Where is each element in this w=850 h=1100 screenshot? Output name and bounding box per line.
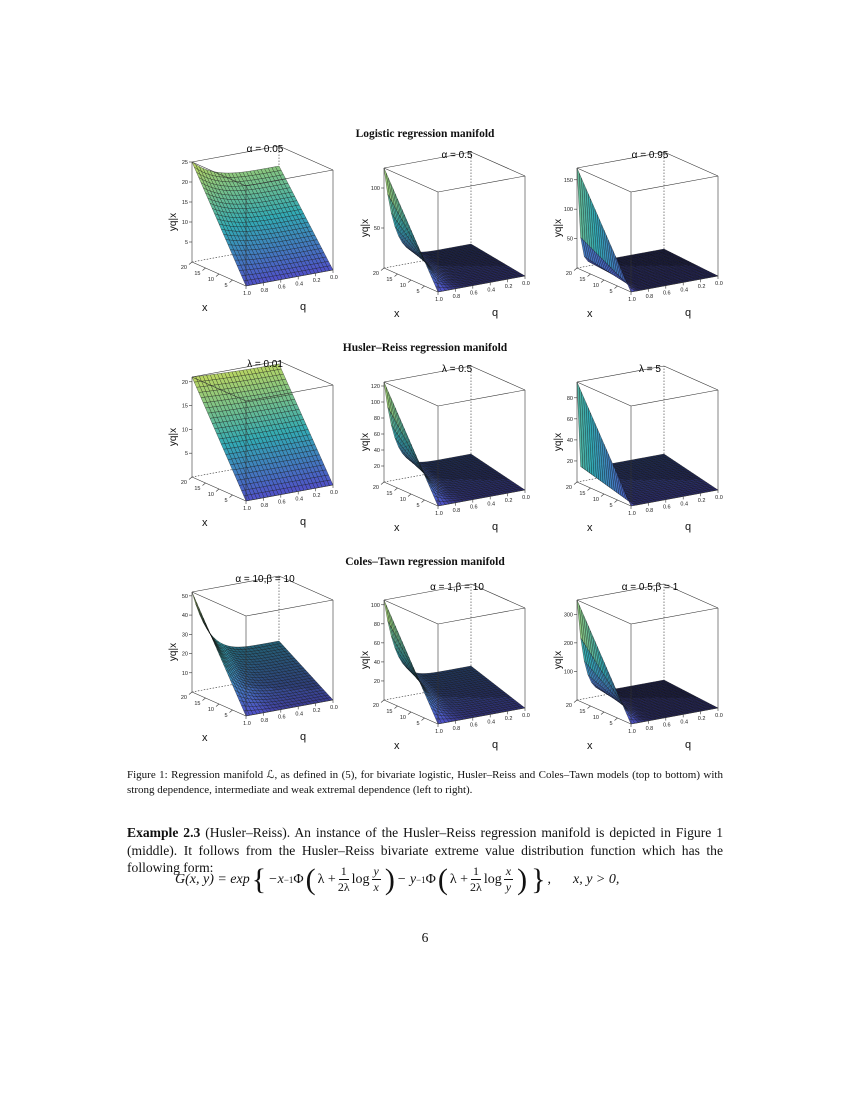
q-axis-label: q bbox=[300, 301, 307, 313]
surface-plot-8 bbox=[352, 578, 552, 763]
surface-plot-7 bbox=[160, 570, 360, 755]
q-tick-label: 0.6 bbox=[662, 290, 671, 297]
x-tick-label: 20 bbox=[565, 485, 572, 491]
q-tick-label: 0.0 bbox=[522, 713, 530, 719]
z-tick-label: 120 bbox=[370, 384, 380, 390]
x-tick bbox=[216, 274, 219, 277]
x-tick-label: 10 bbox=[592, 283, 599, 289]
x-tick bbox=[615, 500, 618, 503]
q-tick-label: 1.0 bbox=[435, 729, 443, 735]
z-tick-label: 30 bbox=[181, 632, 188, 639]
box-edge bbox=[471, 366, 525, 390]
box-edge bbox=[246, 600, 333, 616]
box-edge bbox=[664, 366, 718, 390]
z-tick-label: 20 bbox=[373, 678, 380, 685]
surface-plot-4 bbox=[160, 355, 360, 540]
q-axis-label: q bbox=[492, 307, 499, 319]
panel-title: α = 1,β = 10 bbox=[430, 582, 484, 593]
q-tick-label: 0.4 bbox=[487, 287, 496, 294]
x-tick bbox=[381, 482, 384, 485]
box-edge bbox=[631, 390, 718, 406]
q-tick-label: 0.4 bbox=[295, 281, 304, 288]
z-tick-label: 40 bbox=[181, 613, 188, 620]
q-tick-label: 0.8 bbox=[645, 507, 654, 514]
z-tick-label: 100 bbox=[563, 207, 573, 214]
x-tick-label: 15 bbox=[386, 277, 393, 283]
x-tick-label: 5 bbox=[609, 289, 613, 295]
surface-svg bbox=[352, 360, 552, 545]
x-tick-label: 20 bbox=[565, 271, 572, 277]
x-tick-label: 20 bbox=[372, 703, 379, 709]
x-tick bbox=[574, 268, 577, 271]
q-tick-label: 0.4 bbox=[487, 501, 496, 508]
x-axis-label: x bbox=[394, 308, 400, 320]
z-axis-label: yq|x bbox=[360, 218, 371, 238]
surface-plot-6 bbox=[545, 360, 745, 545]
x-axis-label: x bbox=[587, 522, 593, 534]
x-tick bbox=[203, 483, 206, 486]
x-tick bbox=[395, 488, 398, 491]
x-tick bbox=[422, 286, 425, 289]
z-tick-label: 100 bbox=[370, 186, 380, 192]
q-axis-label: q bbox=[685, 307, 692, 319]
z-tick-label: 20 bbox=[181, 379, 188, 386]
q-tick-label: 0.2 bbox=[312, 278, 321, 285]
z-axis-label: yq|x bbox=[168, 427, 179, 447]
z-tick-label: 20 bbox=[566, 458, 573, 465]
q-tick-label: 0.6 bbox=[469, 290, 478, 297]
z-tick-label: 80 bbox=[566, 395, 573, 402]
x-tick bbox=[408, 494, 411, 497]
x-tick bbox=[216, 489, 219, 492]
x-tick bbox=[189, 477, 192, 480]
x-tick-label: 20 bbox=[180, 695, 187, 701]
q-tick-label: 0.8 bbox=[452, 293, 461, 300]
x-tick-label: 10 bbox=[399, 497, 406, 503]
z-tick-label: 100 bbox=[370, 602, 380, 609]
x-tick-label: 15 bbox=[194, 701, 201, 707]
z-tick-label: 50 bbox=[373, 226, 380, 232]
x-axis-label: x bbox=[202, 732, 208, 744]
x-tick bbox=[189, 692, 192, 695]
surface-svg bbox=[160, 140, 360, 325]
panel-title: α = 0.5 bbox=[441, 150, 473, 161]
x-axis-label: x bbox=[394, 740, 400, 752]
x-tick-label: 15 bbox=[579, 277, 586, 283]
section-title-husler-reiss: Husler–Reiss regression manifold bbox=[342, 342, 508, 354]
x-tick-label: 10 bbox=[207, 707, 214, 713]
panel-title: λ = 0.01 bbox=[247, 359, 283, 370]
box-edge bbox=[438, 176, 525, 192]
z-tick-label: 40 bbox=[566, 437, 573, 444]
surface-svg bbox=[160, 355, 360, 540]
z-tick-label: 15 bbox=[181, 403, 188, 410]
z-axis-label: yq|x bbox=[360, 432, 371, 452]
surface-svg bbox=[545, 146, 745, 331]
x-tick bbox=[216, 704, 219, 707]
x-tick-label: 5 bbox=[416, 503, 420, 509]
q-tick-label: 0.8 bbox=[260, 287, 269, 294]
z-tick-label: 5 bbox=[184, 451, 188, 458]
x-tick-label: 5 bbox=[224, 498, 228, 504]
q-tick-label: 0.0 bbox=[715, 495, 723, 501]
q-tick-label: 0.2 bbox=[504, 498, 513, 505]
x-tick-label: 10 bbox=[592, 497, 599, 503]
q-tick-label: 0.4 bbox=[680, 287, 689, 294]
x-tick bbox=[230, 280, 233, 283]
box-edge bbox=[279, 361, 333, 385]
q-tick-label: 0.8 bbox=[452, 725, 461, 732]
x-tick-label: 5 bbox=[416, 721, 420, 727]
box-edge bbox=[631, 176, 718, 192]
x-tick bbox=[422, 500, 425, 503]
q-tick-label: 0.6 bbox=[277, 284, 286, 291]
panel-title: α = 10,β = 10 bbox=[235, 574, 295, 585]
z-tick-label: 60 bbox=[373, 432, 380, 438]
section-title-coles-tawn: Coles–Tawn regression manifold bbox=[345, 556, 505, 568]
z-tick-label: 50 bbox=[181, 593, 188, 600]
q-tick-label: 0.0 bbox=[330, 275, 338, 281]
panel-title: α = 0.05 bbox=[246, 144, 284, 155]
x-tick bbox=[601, 494, 604, 497]
q-tick-label: 1.0 bbox=[243, 291, 251, 297]
box-edge bbox=[471, 152, 525, 176]
x-tick bbox=[615, 286, 618, 289]
surface-svg bbox=[160, 570, 360, 755]
q-axis-label: q bbox=[300, 516, 307, 528]
z-tick-label: 10 bbox=[181, 427, 188, 434]
surface-svg bbox=[545, 578, 745, 763]
q-tick-label: 0.0 bbox=[330, 490, 338, 496]
z-axis-label: yq|x bbox=[168, 642, 179, 662]
z-tick-label: 40 bbox=[373, 448, 380, 454]
x-tick-label: 10 bbox=[399, 283, 406, 289]
z-tick-label: 10 bbox=[181, 670, 188, 677]
x-tick-label: 15 bbox=[194, 271, 201, 277]
surface-plot-1 bbox=[160, 140, 360, 325]
z-tick-label: 80 bbox=[373, 416, 380, 422]
x-tick bbox=[395, 706, 398, 709]
q-tick-label: 1.0 bbox=[628, 511, 636, 517]
q-axis-label: q bbox=[685, 521, 692, 533]
z-tick-label: 150 bbox=[563, 177, 573, 184]
q-tick-label: 0.2 bbox=[504, 284, 513, 291]
q-axis-label: q bbox=[300, 731, 307, 743]
x-tick-label: 5 bbox=[224, 283, 228, 289]
z-tick-label: 50 bbox=[566, 236, 573, 243]
x-tick bbox=[588, 488, 591, 491]
surface-plot-9 bbox=[545, 578, 745, 763]
x-tick-label: 10 bbox=[399, 715, 406, 721]
surface-svg bbox=[352, 578, 552, 763]
x-tick-label: 5 bbox=[224, 713, 228, 719]
z-axis-label: yq|x bbox=[168, 212, 179, 232]
q-tick-label: 0.2 bbox=[697, 498, 706, 505]
surface-svg bbox=[352, 146, 552, 331]
x-tick bbox=[601, 280, 604, 283]
q-tick-label: 0.4 bbox=[295, 711, 304, 718]
z-tick-label: 25 bbox=[181, 160, 188, 166]
z-tick-label: 15 bbox=[181, 200, 188, 206]
x-axis-label: x bbox=[202, 302, 208, 314]
z-tick-label: 80 bbox=[373, 621, 380, 628]
q-tick-label: 1.0 bbox=[435, 511, 443, 517]
x-tick bbox=[230, 495, 233, 498]
box-edge bbox=[438, 608, 525, 624]
x-axis-label: x bbox=[394, 522, 400, 534]
q-tick-label: 0.4 bbox=[680, 501, 689, 508]
surface-svg bbox=[545, 360, 745, 545]
x-axis-label: x bbox=[202, 517, 208, 529]
z-tick-label: 10 bbox=[181, 220, 188, 226]
q-tick-label: 1.0 bbox=[435, 297, 443, 303]
q-tick-label: 0.0 bbox=[330, 705, 338, 711]
z-axis-label: yq|x bbox=[553, 432, 564, 452]
q-tick-label: 1.0 bbox=[628, 297, 636, 303]
q-tick-label: 0.8 bbox=[645, 293, 654, 300]
q-tick-label: 0.6 bbox=[277, 714, 286, 721]
q-tick-label: 0.2 bbox=[504, 716, 513, 723]
z-tick-label: 5 bbox=[184, 240, 188, 246]
x-tick bbox=[381, 268, 384, 271]
q-tick-label: 0.6 bbox=[469, 722, 478, 729]
panel-title: λ = 0.5 bbox=[441, 364, 473, 375]
x-tick bbox=[203, 698, 206, 701]
x-tick-label: 15 bbox=[579, 491, 586, 497]
z-axis-label: yq|x bbox=[360, 650, 371, 670]
x-tick-label: 20 bbox=[180, 480, 187, 486]
x-tick bbox=[381, 700, 384, 703]
section-title-logistic: Logistic regression manifold bbox=[355, 128, 495, 140]
q-tick-label: 0.4 bbox=[295, 496, 304, 503]
x-tick bbox=[574, 482, 577, 485]
x-tick bbox=[189, 262, 192, 265]
q-axis-label: q bbox=[492, 521, 499, 533]
x-axis-label: x bbox=[587, 308, 593, 320]
x-tick bbox=[203, 268, 206, 271]
surface-plot-5 bbox=[352, 360, 552, 545]
z-tick-label: 20 bbox=[373, 464, 380, 470]
x-tick-label: 20 bbox=[180, 265, 187, 271]
x-tick-label: 5 bbox=[609, 503, 613, 509]
x-tick-label: 20 bbox=[372, 485, 379, 491]
box-edge bbox=[279, 146, 333, 170]
x-tick-label: 15 bbox=[386, 491, 393, 497]
q-tick-label: 1.0 bbox=[243, 721, 251, 727]
q-tick-label: 0.6 bbox=[277, 499, 286, 506]
q-tick-label: 0.0 bbox=[522, 281, 530, 287]
x-tick-label: 5 bbox=[416, 289, 420, 295]
z-axis-label: yq|x bbox=[553, 218, 564, 238]
q-tick-label: 0.6 bbox=[662, 504, 671, 511]
q-tick-label: 0.6 bbox=[469, 504, 478, 511]
x-tick bbox=[230, 710, 233, 713]
q-tick-label: 0.2 bbox=[312, 708, 321, 715]
x-tick bbox=[395, 274, 398, 277]
x-tick bbox=[408, 280, 411, 283]
q-tick-label: 1.0 bbox=[243, 506, 251, 512]
x-tick bbox=[588, 274, 591, 277]
x-tick-label: 20 bbox=[372, 271, 379, 277]
q-tick-label: 0.0 bbox=[522, 495, 530, 501]
q-axis-label: q bbox=[492, 739, 499, 751]
z-tick-label: 20 bbox=[181, 180, 188, 186]
x-tick-label: 10 bbox=[207, 277, 214, 283]
q-tick-label: 0.2 bbox=[697, 284, 706, 291]
x-tick bbox=[422, 718, 425, 721]
x-tick bbox=[408, 712, 411, 715]
q-tick-label: 0.4 bbox=[487, 719, 496, 726]
panel-title: λ = 5 bbox=[639, 364, 661, 375]
z-tick-label: 20 bbox=[181, 651, 188, 658]
x-tick-label: 15 bbox=[194, 486, 201, 492]
z-tick-label: 60 bbox=[566, 416, 573, 423]
q-tick-label: 0.0 bbox=[715, 281, 723, 287]
z-tick-label: 100 bbox=[370, 400, 380, 406]
x-tick-label: 10 bbox=[207, 492, 214, 498]
q-tick-label: 0.8 bbox=[452, 507, 461, 514]
box-edge bbox=[664, 152, 718, 176]
q-tick-label: 0.8 bbox=[260, 502, 269, 509]
q-tick-label: 0.2 bbox=[312, 493, 321, 500]
x-tick-label: 15 bbox=[386, 709, 393, 715]
box-edge bbox=[438, 390, 525, 406]
panel-title: α = 0.95 bbox=[631, 150, 669, 161]
z-tick-label: 40 bbox=[373, 659, 380, 666]
z-tick-label: 60 bbox=[373, 640, 380, 647]
surface-plot-2 bbox=[352, 146, 552, 331]
q-tick-label: 0.8 bbox=[260, 717, 269, 724]
surface-plot-3 bbox=[545, 146, 745, 331]
